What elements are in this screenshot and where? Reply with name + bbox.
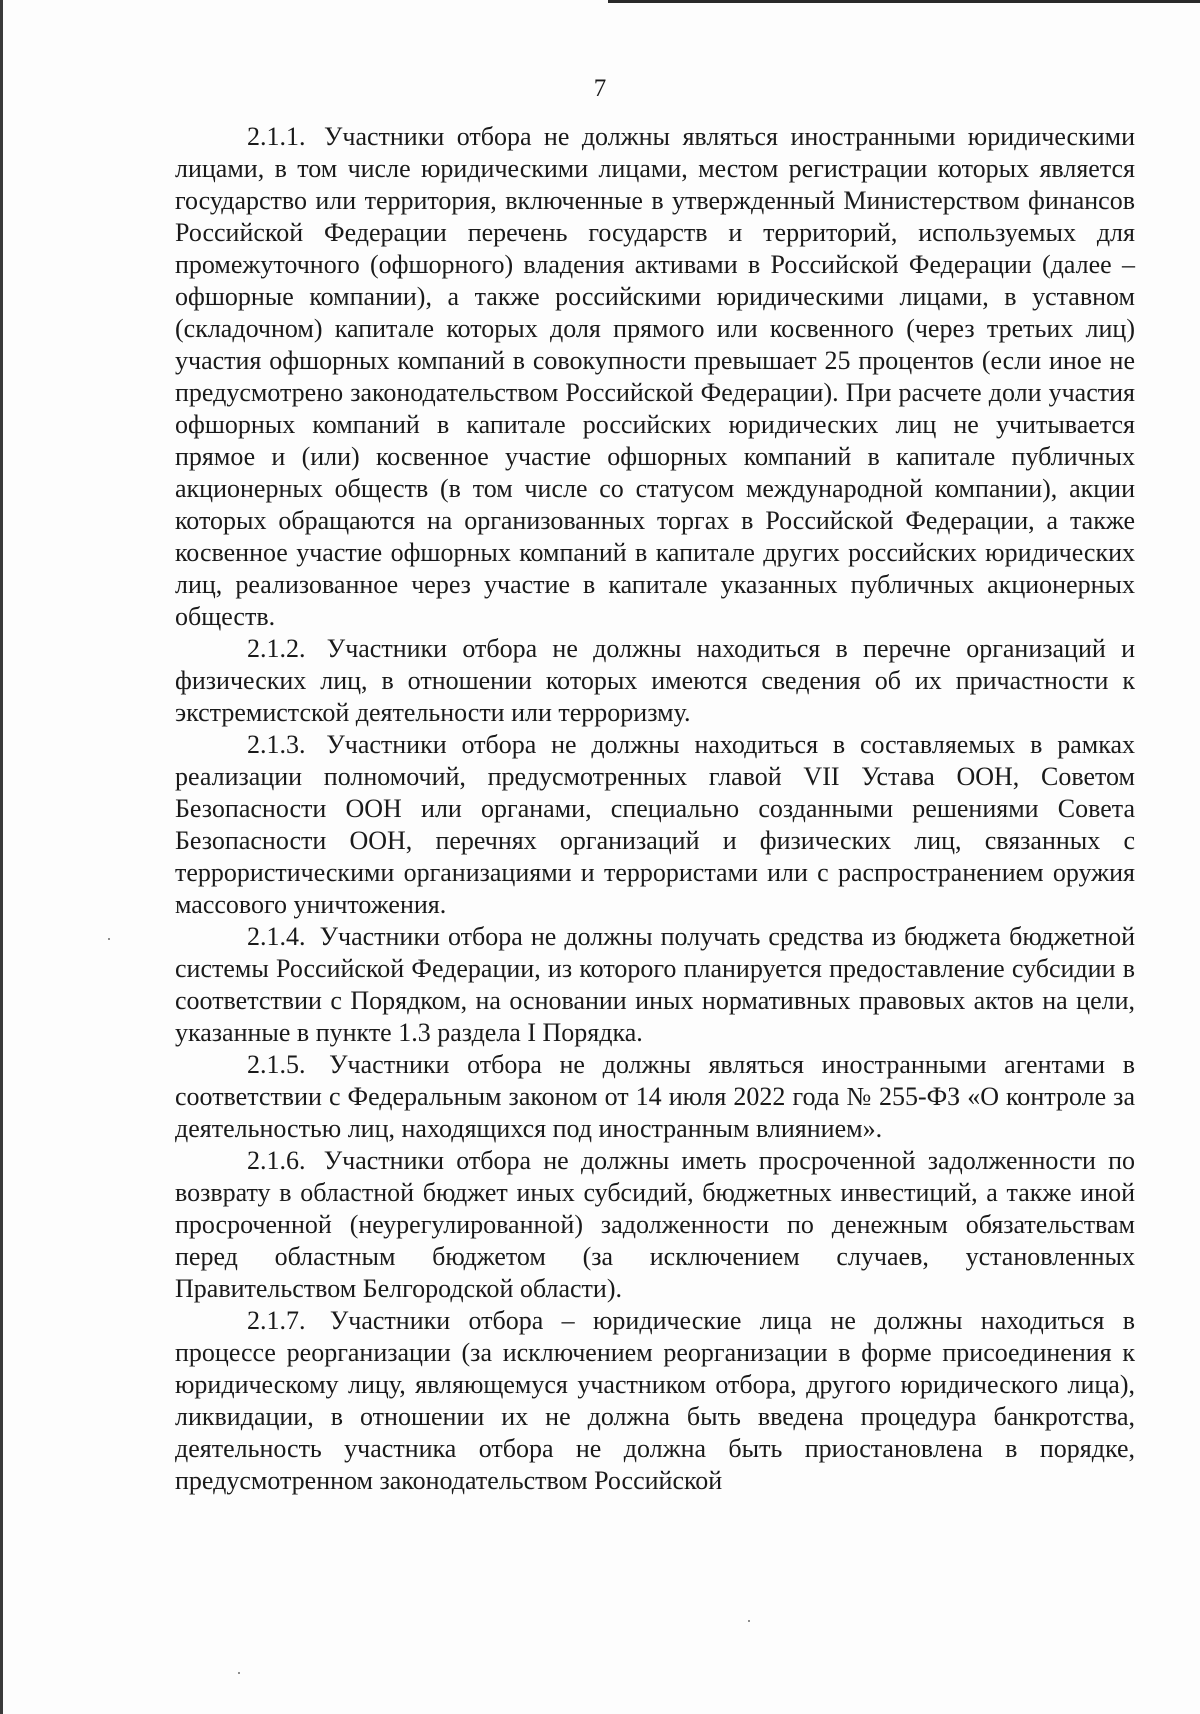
scan-left-edge	[0, 0, 3, 1714]
paragraph-2-1-4	[175, 921, 1135, 1049]
paragraph-2-1-1	[175, 121, 1135, 633]
paragraph-text: Участники отбора не должны получать средства из бюджета бюджетной системы Российской Федерации, из которого планируется предоставление субсидии в соответствии с Порядком, на основании иных нормативных правовых актов на цели, указанные в пункте 1.3 раздела I Порядка.	[175, 922, 1136, 1047]
page-number: 7	[593, 75, 607, 102]
paragraph-2-1-2	[175, 633, 1135, 729]
paragraph-text: Участники отбора не должны находиться в перечне организаций и физических лиц, в отношении которых имеются сведения об их причастности к экстремистской деятельности или терроризму.	[175, 634, 1135, 727]
paragraph-number: 2.1.7.	[247, 1306, 306, 1335]
scan-speck	[238, 1672, 240, 1674]
scan-speck	[108, 938, 110, 940]
paragraph-number: 2.1.2.	[247, 634, 306, 663]
paragraph-number: 2.1.1.	[247, 122, 306, 151]
paragraph-text: Участники отбора – юридические лица не должны находиться в процессе реорганизации (за исключением реорганизации в форме присоединения к юридическому лицу, являющемуся участником отбора, другого юридического лица), ликвидации, в отношении их не должна быть введена процедура банкротства, деятельность участника отбора не должна быть приостановлена в порядке, предусмотренном законодательством Российской	[175, 1306, 1135, 1495]
paragraph-number: 2.1.6.	[247, 1146, 306, 1175]
paragraph-number: 2.1.3.	[247, 730, 306, 759]
paragraph-number: 2.1.5.	[247, 1050, 306, 1079]
paragraph-text: Участники отбора не должны иметь просроченной задолженности по возврату в областной бюджет иных субсидий, бюджетных инвестиций, а также иной просроченной (неурегулированной) задолженности по денежным обязательствам перед областным бюджетом (за исключением случаев, установленных Правительством Белгородской области).	[175, 1146, 1136, 1303]
paragraph-text: Участники отбора не должны являться иностранными агентами в соответствии с Федеральным законом от 14 июля 2022 года № 255-ФЗ «О контроле за деятельностью лиц, находящихся под иностранным влиянием».	[175, 1050, 1135, 1143]
paragraph-2-1-7	[175, 1305, 1135, 1497]
paragraph-number: 2.1.4.	[247, 922, 306, 951]
paragraph-2-1-3	[175, 729, 1135, 921]
paragraph-2-1-5	[175, 1049, 1135, 1145]
scan-speck	[748, 1620, 750, 1622]
paragraph-2-1-6	[175, 1145, 1135, 1305]
paragraph-text: Участники отбора не должны являться иностранными юридическими лицами, в том числе юридическими лицами, местом регистрации которых является государство или территория, включенные в утвержденный Министерством финансов Российской Федерации перечень государств и территорий, используемых для промежуточного (офшорного) владения активами в Российской Федерации (далее – офшорные компании), а также российскими юридическими лицами, в уставном (складочном) капитале которых доля прямого или косвенного (через третьих лиц) участия офшорных компаний в совокупности превышает 25 процентов (если иное не предусмотрено законодательством Российской Федерации). При расчете доли участия офшорных компаний в капитале российских юридических лиц не учитывается прямое и (или) косвенное участие офшорных компаний в капитале публичных акционерных обществ (в том числе со статусом международной компании), акции которых обращаются на организованных торгах в Российской Федерации, а также косвенное участие офшорных компаний в капитале других российских юридических лиц, реализованное через участие в капитале указанных публичных акционерных обществ.	[175, 122, 1135, 631]
document-body	[175, 121, 1135, 1497]
scan-top-rule	[608, 0, 1200, 3]
paragraph-text: Участники отбора не должны находиться в составляемых в рамках реализации полномочий, предусмотренных главой VII Устава ООН, Советом Безопасности ООН или органами, специально созданными решениями Совета Безопасности ООН, перечнях организаций и физических лиц, связанных с террористическими организациями и террористами или с распространением оружия массового уничтожения.	[175, 730, 1135, 919]
